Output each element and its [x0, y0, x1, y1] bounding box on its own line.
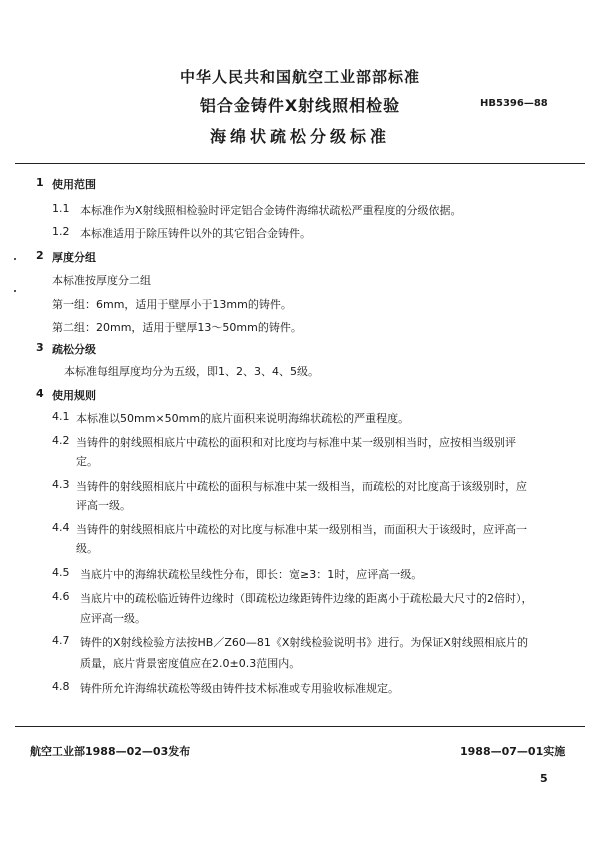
- item-4-7-text: 铸件的X射线检验方法按HB／Z60—81《X射线检验说明书》进行。为保证X射线照相底片的: [80, 636, 528, 649]
- item-4-4-text: 当铸件的射线照相底片中疏松的对比度与标准中某一级别相当，而面积大于该级时，应评高一: [76, 523, 527, 536]
- footer-rule: [15, 726, 585, 727]
- item-4-2-continuation: 定。: [76, 455, 98, 468]
- section-2-line: 第二组：20mm，适用于壁厚13～50mm的铸件。: [52, 321, 302, 334]
- item-4-7-number: 4.7: [52, 634, 70, 647]
- section-2-title: 厚度分组: [52, 251, 96, 264]
- section-3-line: 本标准每组厚度均分为五级，即1、2、3、4、5级。: [64, 365, 319, 378]
- item-4-4-number: 4.4: [52, 521, 70, 534]
- item-1-1-number: 1.1: [52, 202, 70, 215]
- section-4-title: 使用规则: [52, 389, 96, 402]
- item-4-6-text: 当底片中的疏松临近铸件边缘时（即疏松边缘距铸件边缘的距离小于疏松最大尺寸的2倍时），: [80, 592, 533, 605]
- item-4-5-text: 当底片中的海绵状疏松呈线性分布，即长：宽≥3：1时，应评高一级。: [80, 568, 423, 581]
- page-number: 5: [540, 772, 548, 785]
- section-3-number: 3: [36, 341, 44, 354]
- document-title: 铝合金铸件X射线照相检验: [199, 96, 401, 115]
- item-1-1-text: 本标准作为X射线照相检验时评定铝合金铸件海绵状疏松严重程度的分级依据。: [80, 204, 462, 217]
- margin-dot: [14, 258, 16, 260]
- section-4-number: 4: [36, 387, 44, 400]
- item-4-2-text: 当铸件的射线照相底片中疏松的面积和对比度均与标准中某一级别相当时，应按相当级别评: [76, 436, 516, 449]
- item-4-3-continuation: 评高一级。: [76, 499, 131, 512]
- section-2-number: 2: [36, 249, 44, 262]
- section-1-title: 使用范围: [52, 178, 96, 191]
- section-2-line: 本标准按厚度分二组: [52, 274, 151, 287]
- item-1-2-text: 本标准适用于除压铸件以外的其它铝合金铸件。: [80, 227, 311, 240]
- item-4-3-number: 4.3: [52, 478, 70, 491]
- item-4-6-number: 4.6: [52, 590, 70, 603]
- item-4-2-number: 4.2: [52, 434, 70, 447]
- item-4-7-continuation: 质量，底片背景密度值应在2.0±0.3范围内。: [80, 657, 301, 670]
- item-4-1-number: 4.1: [52, 410, 70, 423]
- section-1-number: 1: [36, 176, 44, 189]
- item-4-5-number: 4.5: [52, 566, 70, 579]
- item-4-1-text: 本标准以50mm×50mm的底片面积来说明海绵状疏松的严重程度。: [76, 412, 410, 425]
- margin-dot: [14, 290, 16, 292]
- item-4-3-text: 当铸件的射线照相底片中疏松的面积与标准中某一级相当，而疏松的对比度高于该级别时，应: [76, 480, 527, 493]
- item-1-2-number: 1.2: [52, 225, 70, 238]
- ministry-header: 中华人民共和国航空工业部部标准: [179, 68, 420, 86]
- document-subtitle: 海绵状疏松分级标准: [209, 127, 390, 146]
- section-3-title: 疏松分级: [52, 343, 96, 356]
- effective-date: 1988—07—01实施: [460, 745, 566, 758]
- issue-date: 航空工业部1988—02—03发布: [30, 745, 191, 758]
- item-4-6-continuation: 应评高一级。: [80, 612, 146, 625]
- item-4-8-text: 铸件所允许海绵状疏松等级由铸件技术标准或专用验收标准规定。: [80, 682, 399, 695]
- standard-code: HB5396—88: [480, 98, 548, 109]
- item-4-4-continuation: 级。: [76, 542, 98, 555]
- section-2-line: 第一组：6mm，适用于壁厚小于13mm的铸件。: [52, 298, 292, 311]
- header-rule: [15, 163, 585, 164]
- item-4-8-number: 4.8: [52, 680, 70, 693]
